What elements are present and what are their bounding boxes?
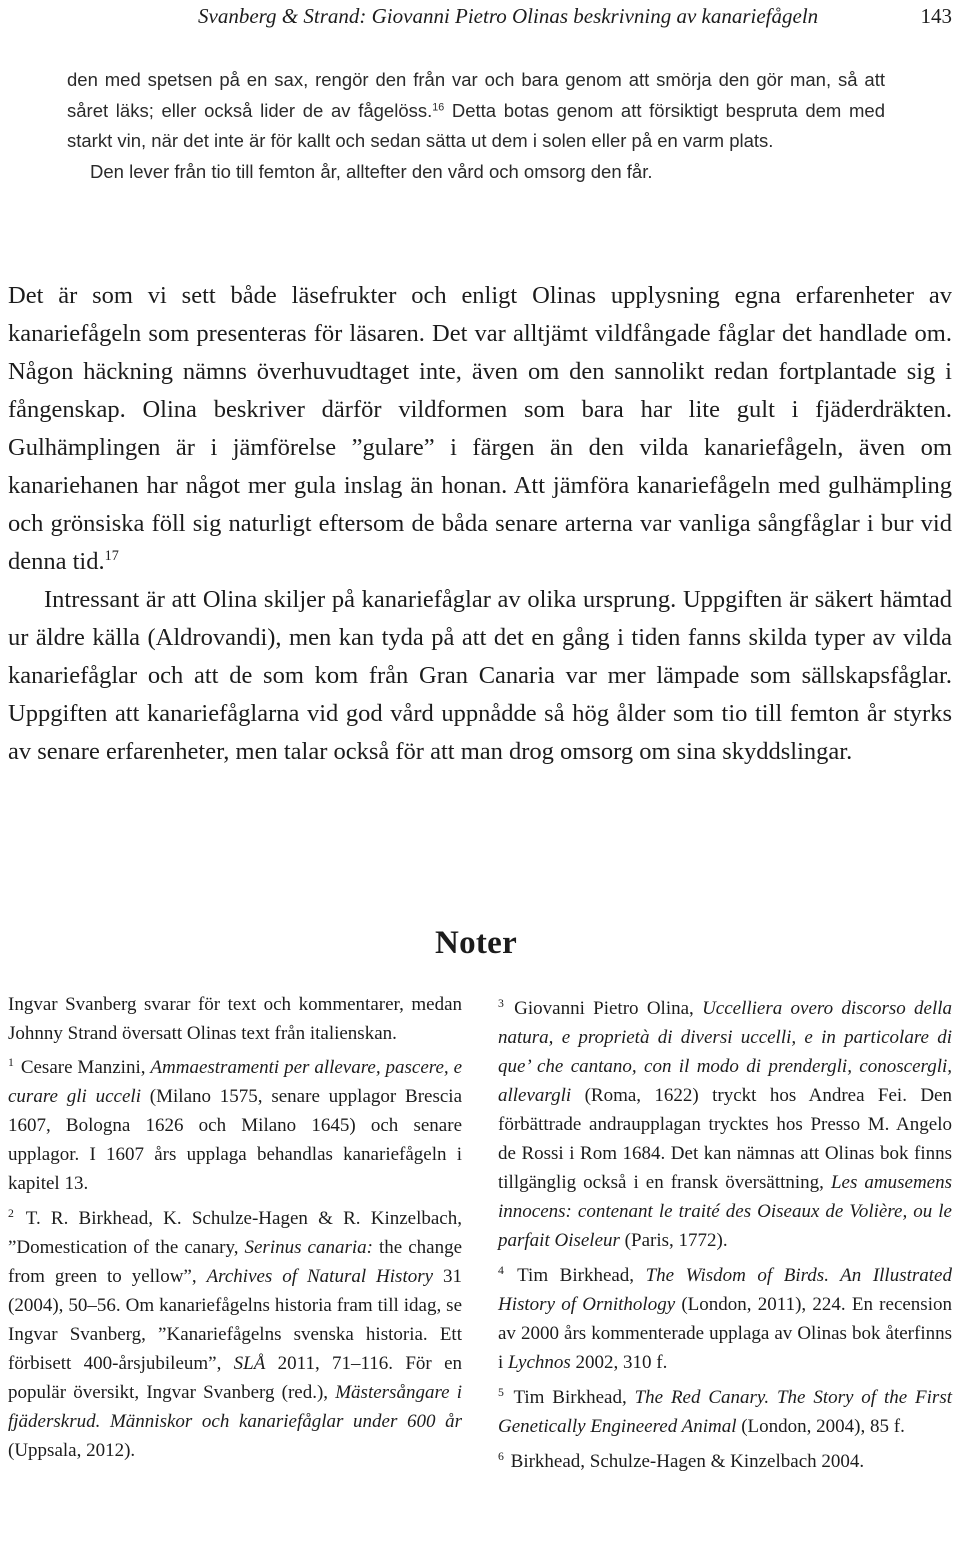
footnote-5: $^5$ Tim Birkhead, The Red Canary. The Story of the First Genetically Engineered Animal (London, 2004), 85 f. [498, 1385, 952, 1437]
footnote-number: 6 [498, 1449, 504, 1463]
footnote-number: 2 [8, 1206, 14, 1220]
notes-column-right [498, 994, 952, 1482]
footnote-number: 4 [498, 1263, 504, 1277]
footnote-number: 3 [498, 996, 504, 1010]
quote-text-c: Den lever från tio till femton år, alltefter den vård och omsorg den får. [90, 160, 653, 182]
running-title: Svanberg & Strand: Giovanni Pietro Olinas beskrivning av kanariefågeln [198, 4, 819, 28]
notes-intro: Ingvar Svanberg svarar för text och kommentarer, medan Johnny Strand översatt Olinas text från italienskan. [8, 994, 462, 1044]
footnote-6: $^6$ Birkhead, Schulze-Hagen & Kinzelbach 2004. [498, 1449, 865, 1472]
footnote-ref-17[interactable]: 17 [104, 548, 119, 565]
body-paragraph-1: Det är som vi sett både läsefrukter och enligt Olinas upplysning egna erfarenheter av kanariefågeln som presenteras för läsaren. Det var alltjämt vildfångade fåglar det handlade om. Någon häckning nämns överhuvudtaget inte, även om den sannolikt redan fortplantade sig i fångenskap. Olina beskriver därför vildformen som bara har lite gult i fjäderdräkten. Gulhämplingen är i jämförelse ”gulare” i färgen än den vilda kanariefågeln, även om kanariehanen har något mer gula inslag än honan. Att jämföra kanariefågeln med gulhämpling och grönsiska föll sig naturligt eftersom de båda senare arterna var vanliga sångfåglar i bur vid denna tid. [8, 282, 952, 575]
footnote-4: $^4$ Tim Birkhead, The Wisdom of Birds. An Illustrated History of Ornithology (London, 2011), 224. En recension av 2000 års kommenterade upplaga av Olinas bok återfinns i Lychnos 2002, 310 f. [498, 1263, 952, 1373]
footnote-ref-16[interactable]: 16 [432, 100, 445, 113]
footnote-2: $^2$ T. R. Birkhead, K. Schulze-Hagen & R. Kinzelbach, ”Domestication of the canary, Serinus canaria: the change from green to yellow”, Archives of Natural History 31 (2004), 50–56. Om kanariefågelns historia fram till idag, se Ingvar Svanberg, ”Kanariefågelns svenska historia. Ett förbisett 400-årsjubileum”, SLÅ 2011, 71–116. För en populär översikt, Ingvar Svanberg (red.), Mästersångare i fjäderskrud. Människor och kanariefåglar under 600 år (Uppsala, 2012). [8, 1206, 463, 1461]
footnote-3: $^3$ Giovanni Pietro Olina, Uccelliera overo discorso della natura, e proprietà di diversi uccelli, e in particolare di que’ che cantano, con il modo di prendergli, conoscergli, allevargli (Roma, 1622) tryckt hos Andrea Fei. Den förbättrade andraupplagan trycktes hos Presso M. Angelo de Rossi i Rom 1684. Det kan nämnas att Olinas bok finns tillgänglig också i en fransk översättning, Les amusemens innocens: contenant le traité des Oiseaux de Volière, ou le parfait Oiseleur (Paris, 1772). [498, 996, 953, 1251]
notes-heading: Noter [434, 925, 518, 961]
footnote-1: $^1$ Cesare Manzini, Ammaestramenti per allevare, pascere, e curare gli ucceli (Milano 1575, senare upplagor Brescia 1607, Bologna 1626 och Milano 1645) och senare upplagor. I 1607 års upplaga behandlas kanariefågeln i kapitel 13. [8, 1055, 463, 1194]
body-text [8, 277, 952, 771]
block-quote [67, 65, 885, 187]
footnote-number: 5 [498, 1385, 504, 1399]
page-number: 143 [920, 4, 952, 28]
notes-column-left [8, 990, 462, 1471]
quote-text-b: Detta botas genom att försiktigt bespruta dem med starkt vin, när det inte är för kallt och sedan sätta ut dem i solen eller på en varm plats. [67, 99, 885, 151]
body-paragraph-2: Intressant är att Olina skiljer på kanariefåglar av olika ursprung. Uppgiften är säkert hämtad ur äldre källa (Aldrovandi), men kan tyda på att det en gång i tiden fanns skilda typer av vilda kanariefåglar och att de som kom från Gran Canaria var mer lämpade som sällskapsfåglar. Uppgiften att kanariefåglarna vid god vård uppnådde så hög ålder som tio till femton år styrks av senare erfarenheter, men talar också för att man drog omsorg om sina skyddslingar. [8, 586, 952, 765]
footnote-number: 1 [8, 1055, 14, 1069]
quote-text-a: den med spetsen på en sax, rengör den från var och bara genom att smörja den gör man, så att såret läks; eller också lider de av fågelöss. [67, 69, 885, 121]
